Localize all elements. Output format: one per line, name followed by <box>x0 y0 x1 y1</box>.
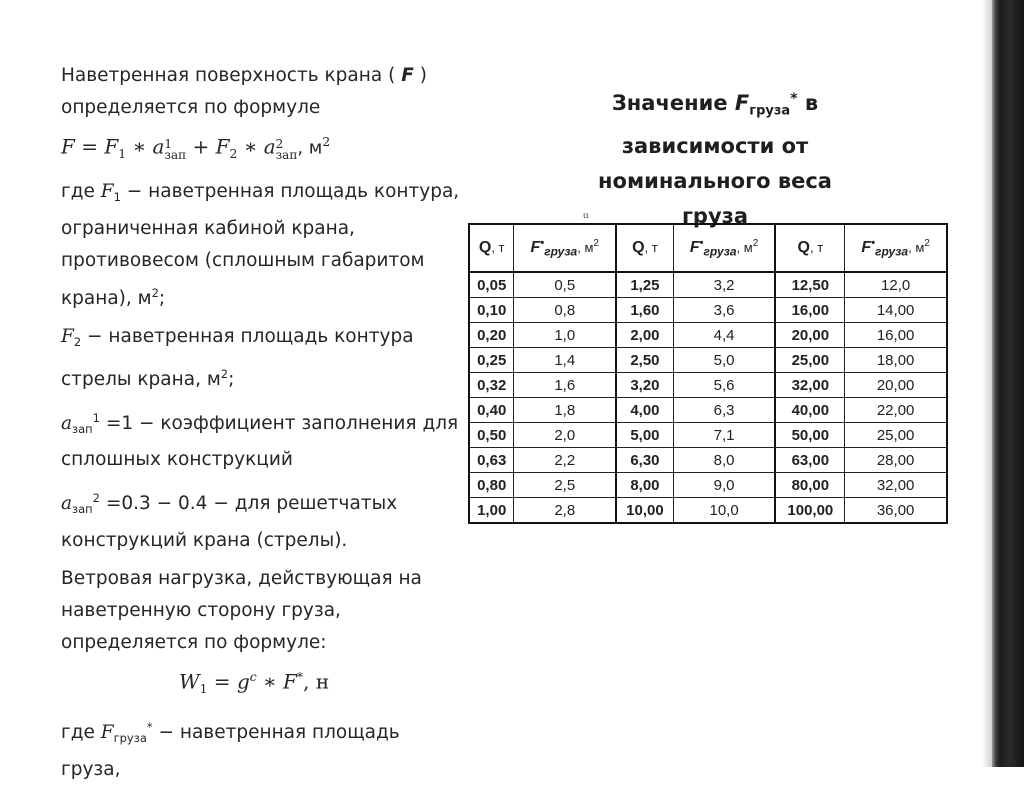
table-row <box>469 498 947 524</box>
cell-area: 5,0 <box>673 348 775 373</box>
table-row <box>469 373 947 398</box>
cell-area: 20,00 <box>845 373 947 398</box>
cell-area: 0,8 <box>514 298 616 323</box>
table-header-cell: $F^•_{груза}$, $м^2$ <box>514 224 616 272</box>
table-header-cell: Q, т <box>775 224 844 272</box>
cell-weight: 5,00 <box>616 423 673 448</box>
formula-surface: $F = F_1$ ∗ a1 зап + $F_2$ ∗ a2 зап, $м^2$ <box>61 134 331 163</box>
cell-weight: 0,63 <box>469 448 514 473</box>
cell-weight: 3,20 <box>616 373 673 398</box>
cell-area: 22,00 <box>845 398 947 423</box>
cell-weight: 0,40 <box>469 398 514 423</box>
cell-weight: 8,00 <box>616 473 673 498</box>
table-row <box>469 473 947 498</box>
cell-area: 3,2 <box>673 272 775 298</box>
cell-area: 2,2 <box>514 448 616 473</box>
cell-weight: 20,00 <box>775 323 844 348</box>
paragraph-a1: $a_{зап}^1 =1$ − коэффициент заполнения для сплошных конструкций <box>61 410 459 471</box>
cell-weight: 10,00 <box>616 498 673 524</box>
table-row <box>469 272 947 298</box>
cell-area: 1,6 <box>514 373 616 398</box>
cell-weight: 0,80 <box>469 473 514 498</box>
table-row <box>469 298 947 323</box>
table-row <box>469 423 947 448</box>
cell-weight: 0,10 <box>469 298 514 323</box>
cell-weight: 4,00 <box>616 398 673 423</box>
formula-wind: $W_1 = g^c$ ∗ F*, н <box>179 669 330 697</box>
cell-weight: 6,30 <box>616 448 673 473</box>
cell-area: 28,00 <box>845 448 947 473</box>
paragraph-F1: где $F_1$ − наветренная площадь контура, ограниченная кабиной крана, противовесом (сплошным габаритом крана), $м^2$; <box>61 180 460 309</box>
table-header-cell: Q, т <box>469 224 514 272</box>
cell-area: 25,00 <box>845 423 947 448</box>
paragraph-F-load: где $F_{груза}^*$ − наветренная площадь груза, <box>61 720 400 780</box>
table-row <box>469 323 947 348</box>
cell-area: 9,0 <box>673 473 775 498</box>
table-header-cell: Q, т <box>616 224 673 272</box>
cell-weight: 63,00 <box>775 448 844 473</box>
cell-area: 6,3 <box>673 398 775 423</box>
cell-weight: 1,60 <box>616 298 673 323</box>
cell-weight: 0,50 <box>469 423 514 448</box>
cell-weight: 32,00 <box>775 373 844 398</box>
cell-weight: 0,32 <box>469 373 514 398</box>
cell-area: 7,1 <box>673 423 775 448</box>
table-title: Значение $F_{груза}^*$ в зависимости от номинального веса груза <box>598 91 832 228</box>
cell-area: 5,6 <box>673 373 775 398</box>
table-header-cell: $F^•_{груза}$, $м^2$ <box>845 224 947 272</box>
cell-area: 2,8 <box>514 498 616 524</box>
table-header-cell: $F^•_{груза}$, $м^2$ <box>673 224 775 272</box>
paragraph-intro: Наветренная поверхность крана ( F ) определяется по формуле <box>61 65 427 118</box>
cell-area: 32,00 <box>845 473 947 498</box>
load-area-table <box>468 223 948 524</box>
variable-F: F <box>401 65 414 86</box>
cell-weight: 0,05 <box>469 272 514 298</box>
cell-area: 1,0 <box>514 323 616 348</box>
cell-area: 2,5 <box>514 473 616 498</box>
cell-area: 14,00 <box>845 298 947 323</box>
cell-area: 10,0 <box>673 498 775 524</box>
paragraph-a2: $a_{зап}^2 =0.3 - 0.4$ − для решетчатых конструкций крана (стрелы). <box>61 491 398 552</box>
cell-area: 18,00 <box>845 348 947 373</box>
cell-weight: 50,00 <box>775 423 844 448</box>
cell-weight: 12,50 <box>775 272 844 298</box>
cell-weight: 0,25 <box>469 348 514 373</box>
cell-weight: 40,00 <box>775 398 844 423</box>
cell-weight: 2,00 <box>616 323 673 348</box>
cell-area: 3,6 <box>673 298 775 323</box>
table-row <box>469 348 947 373</box>
cell-area: 12,0 <box>845 272 947 298</box>
table-row <box>469 398 947 423</box>
cell-area: 0,5 <box>514 272 616 298</box>
cell-area: 1,4 <box>514 348 616 373</box>
cell-area: 4,4 <box>673 323 775 348</box>
cell-weight: 0,20 <box>469 323 514 348</box>
page-shadow <box>982 0 992 767</box>
text-column <box>61 60 461 792</box>
paragraph-wind-load: Ветровая нагрузка, действующая на наветренную сторону груза, определяется по формуле: <box>61 568 422 654</box>
cell-area: 8,0 <box>673 448 775 473</box>
table-row <box>469 448 947 473</box>
cell-weight: 100,00 <box>775 498 844 524</box>
cell-weight: 80,00 <box>775 473 844 498</box>
paragraph-F2: $F_2$ − наветренная площадь контура стрелы крана, $м^2$; <box>61 325 414 390</box>
cell-weight: 2,50 <box>616 348 673 373</box>
cell-area: 1,8 <box>514 398 616 423</box>
cell-area: 16,00 <box>845 323 947 348</box>
cell-weight: 16,00 <box>775 298 844 323</box>
cell-area: 36,00 <box>845 498 947 524</box>
cell-weight: 1,25 <box>616 272 673 298</box>
page-edge-frame <box>992 0 1024 767</box>
table-header-row <box>469 224 947 272</box>
table-mark: ιι <box>583 211 590 221</box>
cell-weight: 25,00 <box>775 348 844 373</box>
cell-weight: 1,00 <box>469 498 514 524</box>
cell-area: 2,0 <box>514 423 616 448</box>
